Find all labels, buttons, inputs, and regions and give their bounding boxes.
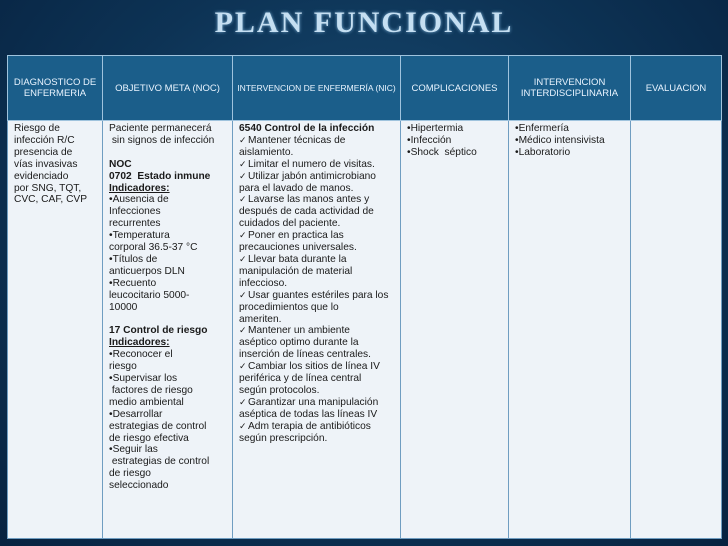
diagnostico-line: vías invasivas [14,158,78,170]
noc1-item: leucocitario 5000- [109,289,190,301]
intervencion-line [239,230,395,242]
noc1-item: recurrentes [109,218,161,230]
checkmark-icon: ✓ [239,134,247,145]
intervencion-line [239,361,395,373]
noc2-item: factores de riesgo [109,384,193,396]
intervencion-line [239,385,395,397]
intervencion-line [239,373,395,385]
intervencion-line-text: infeccioso. [239,277,288,289]
intervencion-line [239,397,395,409]
noc2-item: •Reconocer el [109,349,173,361]
intervencion-line [239,278,395,290]
header-objetivo: OBJETIVO META (NOC) [103,56,233,121]
noc1-item: corporal 36.5-37 °C [109,242,198,254]
intervencion-line [239,171,395,183]
care-plan-table [7,55,722,539]
header-complicaciones: COMPLICACIONES [401,56,509,121]
noc2-item: de riesgo [109,468,151,480]
noc1-item: 10000 [109,301,138,313]
header-intervencion: INTERVENCION DE ENFERMERÍA (NIC) [233,56,401,121]
noc1-item: •Títulos de [109,253,158,265]
checkmark-icon: ✓ [239,325,247,336]
objetivo-intro-line: sin signos de infección [109,134,215,146]
intervencion-line [239,218,395,230]
intervencion-line-text: procedimientos que lo [239,301,339,313]
intervencion-line [239,337,395,349]
noc2-item: •Supervisar los [109,373,178,384]
intervencion-line-text: Mantener técnicas de [248,134,346,146]
intervencion-line [239,242,395,254]
noc2-item: •Seguir las [109,444,158,456]
intervencion-line-text: ameriten. [239,313,282,325]
intervencion-line [239,349,395,361]
checkmark-icon: ✓ [239,170,247,181]
intervencion-line [239,409,395,421]
intervencion-line-text: cuidados del paciente. [239,218,341,230]
noc2-item: seleccionado [109,480,169,492]
diagnostico-line: presencia de [14,146,73,158]
intervencion-line [239,433,395,445]
noc2-title: 17 Control de riesgo [109,325,208,337]
diagnostico-line: infección R/C [14,134,75,146]
page-title: PLAN FUNCIONAL [214,6,514,39]
cell-diagnostico [8,121,103,539]
noc1-title: NOC [109,158,132,170]
intervencion-line [239,147,395,159]
complicacion-item: •Infección [407,134,452,146]
complicacion-item: •Shock séptico [407,146,477,158]
checkmark-icon: ✓ [239,194,247,205]
intervencion-line [239,325,395,337]
intervencion-line [239,421,395,433]
intervencion-line-text: aséptico optimo durante la [239,337,359,349]
intervencion-line-text: después de cada actividad de [239,206,374,218]
intervencion-line-text: inserción de líneas centrales. [239,349,371,361]
header-diagnostico: DIAGNOSTICO DE ENFERMERIA [8,56,103,121]
noc1-item: •Temperatura [109,230,170,242]
checkmark-icon: ✓ [239,361,247,372]
interdisciplinaria-item: •Enfermería [515,123,569,134]
intervencion-line-text: según protocolos. [239,384,320,396]
intervencion-line-text: aislamiento. [239,146,294,158]
intervencion-line-text: aséptica de todas las líneas IV [239,408,378,420]
cell-interdisciplinaria [509,121,631,539]
diagnostico-line: CVC, CAF, CVP [14,194,88,206]
cell-evaluacion [631,121,722,539]
cell-complicaciones [401,121,509,539]
checkmark-icon: ✓ [239,253,247,264]
intervencion-line [239,290,395,302]
intervencion-line-text: Adm terapia de antibióticos [248,420,371,432]
intervencion-title: 6540 Control de la infección [239,123,375,134]
noc1-item: •Ausencia de [109,194,169,206]
intervencion-line-text: Usar guantes estériles para los [248,289,389,301]
intervencion-line-text: Lavarse las manos antes y [248,194,370,206]
intervencion-line-text: Limitar el numero de visitas. [248,158,375,170]
intervencion-line-text: Utilizar jabón antimicrobiano [248,170,376,182]
noc2-item: •Desarrollar [109,408,163,420]
header-evaluacion: EVALUACION [631,56,722,121]
checkmark-icon: ✓ [239,230,247,241]
noc2-item: de riesgo efectiva [109,432,189,444]
objetivo-intro-line: Paciente permanecerá [109,123,212,134]
noc1-code: 0702 Estado inmune [109,170,211,182]
interdisciplinaria-item: •Laboratorio [515,146,571,158]
intervencion-line [239,194,395,206]
intervencion-line [239,302,395,314]
interdisciplinaria-item: •Médico intensivista [515,134,605,146]
diagnostico-line: Riesgo de [14,123,60,134]
cell-intervencion [233,121,401,539]
intervencion-line-text: Cambiar los sitios de línea IV [248,361,380,373]
intervencion-list [239,135,395,445]
checkmark-icon: ✓ [239,396,247,407]
intervencion-line-text: Poner en practica las [248,230,344,242]
complicacion-item: •Hipertermia [407,123,464,134]
checkmark-icon: ✓ [239,420,247,431]
noc1-item: anticuerpos DLN [109,265,185,277]
noc1-item: •Recuento [109,277,157,289]
diagnostico-line: evidenciado [14,170,69,182]
intervencion-line-text: según prescripción. [239,432,328,444]
intervencion-line [239,314,395,326]
noc1-item: Infecciones [109,206,161,218]
intervencion-line-text: Llevar bata durante la [248,253,347,265]
intervencion-line-text: Mantener un ambiente [248,325,350,337]
intervencion-line-text: precauciones universales. [239,242,357,254]
diagnostico-line: por SNG, TQT, [14,182,82,194]
intervencion-line-text: Garantizar una manipulación [248,396,379,408]
intervencion-line [239,254,395,266]
noc2-item: estrategias de control [109,456,210,468]
intervencion-line [239,159,395,171]
checkmark-icon: ✓ [239,289,247,300]
cell-objetivo [103,121,233,539]
noc2-indicadores-label: Indicadores: [109,337,170,349]
noc2-item: medio ambiental [109,396,184,408]
noc2-item: riesgo [109,361,137,373]
intervencion-line [239,183,395,195]
intervencion-line-text: manipulación de material [239,265,353,277]
intervencion-line-text: para el lavado de manos. [239,182,354,194]
checkmark-icon: ✓ [239,158,247,169]
noc1-indicadores-label: Indicadores: [109,182,170,194]
intervencion-line [239,266,395,278]
header-interdisciplinaria: INTERVENCION INTERDISCIPLINARIA [509,56,631,121]
intervencion-line [239,135,395,147]
intervencion-line [239,206,395,218]
noc2-item: estrategias de control [109,420,207,432]
intervencion-line-text: periférica y de línea central [239,373,362,385]
